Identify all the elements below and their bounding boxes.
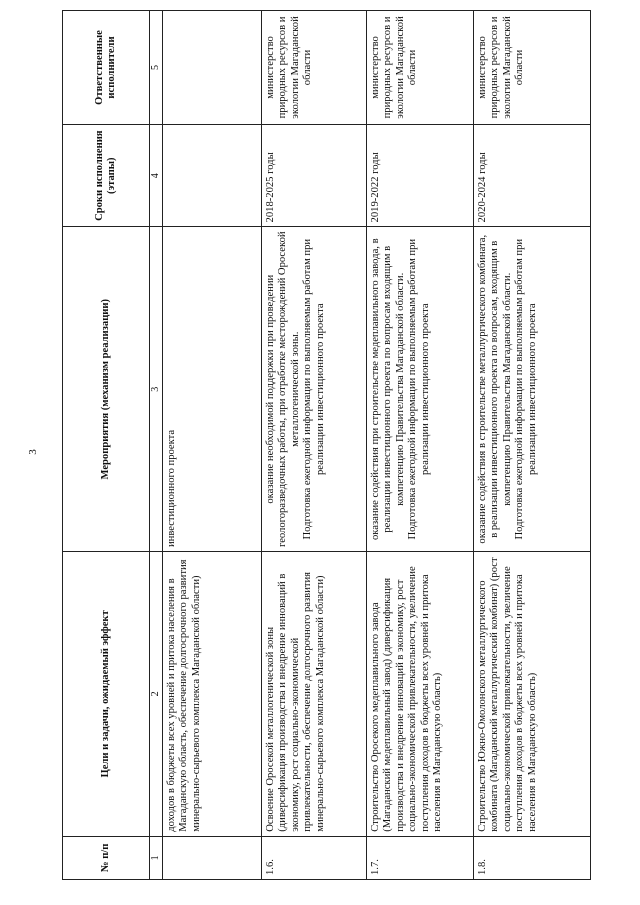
column-index: 3: [150, 227, 163, 552]
row-responsible: министерство природных ресурсов и экологии Магаданской области: [366, 11, 473, 125]
table-row: [162, 11, 261, 880]
row-action-report: Подготовка ежегодной информации по выполняемым работам при реализации инвестиционного проекта: [407, 238, 431, 540]
measures-table: [62, 10, 591, 880]
page-number: 3: [26, 449, 39, 455]
column-index: 2: [150, 552, 163, 837]
row-num: 1.7.: [366, 836, 473, 879]
column-index: 5: [150, 11, 163, 125]
table-row: [261, 11, 366, 880]
row-num: [162, 836, 261, 879]
row-goal: Строительство Южно-Омолонского металлургического комбината (Магаданский металлургический комбинат) (рост социально-экономической привлекательности, увеличение поступления доходов в бюджеты всех уровней и притока населения в Магаданскую область): [473, 552, 590, 837]
rotated-table-container: [62, 10, 622, 880]
row-action-report: Подготовка ежегодной информации по выполняемым работам при реализации инвестиционного проекта: [514, 238, 538, 540]
table-row: [366, 11, 473, 880]
column-index: 1: [150, 836, 163, 879]
row-action: [162, 227, 261, 552]
row-term: 2020-2024 годы: [473, 124, 590, 227]
column-index-row: [150, 11, 163, 880]
row-responsible: министерство природных ресурсов и экологии Магаданской области: [473, 11, 590, 125]
row-action: [366, 227, 473, 552]
row-term: [162, 124, 261, 227]
row-action: [473, 227, 590, 552]
row-goal: доходов в бюджеты всех уровней и притока населения в Магаданскую область, обеспечение долгосрочного развития минерально-сырьевого комплекса Магаданской области): [162, 552, 261, 837]
header-responsible: Ответственные исполнители: [63, 11, 150, 125]
table-row: [473, 11, 590, 880]
row-term: 2019-2022 годы: [366, 124, 473, 227]
column-index: 4: [150, 124, 163, 227]
header-num: № п/п: [63, 836, 150, 879]
row-goal: Строительство Оросекого медеплавильного завода (Магаданский медеплавильный завод) (диверсификация производства и внедрение инноваций в экономику, рост социально-экономической привлекательности, увеличение поступления доходов в бюджеты всех уровней и притока населения в Магаданскую область): [366, 552, 473, 837]
header-actions: Мероприятия (механизм реализации): [63, 227, 150, 552]
row-action-text: оказание необходимой поддержки при проведении геологоразведочных работы, при отработке месторождений Оросекой металлогенической зоны.: [264, 231, 301, 548]
row-action-text: оказание содействия в строительстве металлургического комбината, в реализации инвестиционного проекта по вопросам, входящим в компетенцию Правительства Магаданской области.: [476, 234, 513, 544]
row-responsible: министерство природных ресурсов и экологии Магаданской области: [261, 11, 366, 125]
row-num: 1.6.: [261, 836, 366, 879]
row-term: 2018-2025 годы: [261, 124, 366, 227]
table-header-row: [63, 11, 150, 880]
row-goal: Освоение Оросекой металлогенической зоны (диверсификация производства и внедрение инноваций в экономику, рост социально-экономической привлекательности, обеспечение долгосрочного развития минерально-сырьевого комплекса Магаданской области): [261, 552, 366, 837]
header-terms: Сроки исполнения (этапы): [63, 124, 150, 227]
row-responsible: [162, 11, 261, 125]
row-action-report: Подготовка ежегодной информации по выполняемым работам при реализации инвестиционного проекта: [302, 238, 326, 540]
row-num: 1.8.: [473, 836, 590, 879]
row-action-text: оказание содействия при строительстве медеплавильного завода, в реализации инвестиционного проекта по вопросам входящим в компетенцию Правительства Магаданской области.: [369, 238, 406, 541]
row-action: [261, 227, 366, 552]
row-action-text: инвестиционного проекта: [165, 429, 177, 548]
header-goals: Цели и задачи, ожидаемый эффект: [63, 552, 150, 837]
